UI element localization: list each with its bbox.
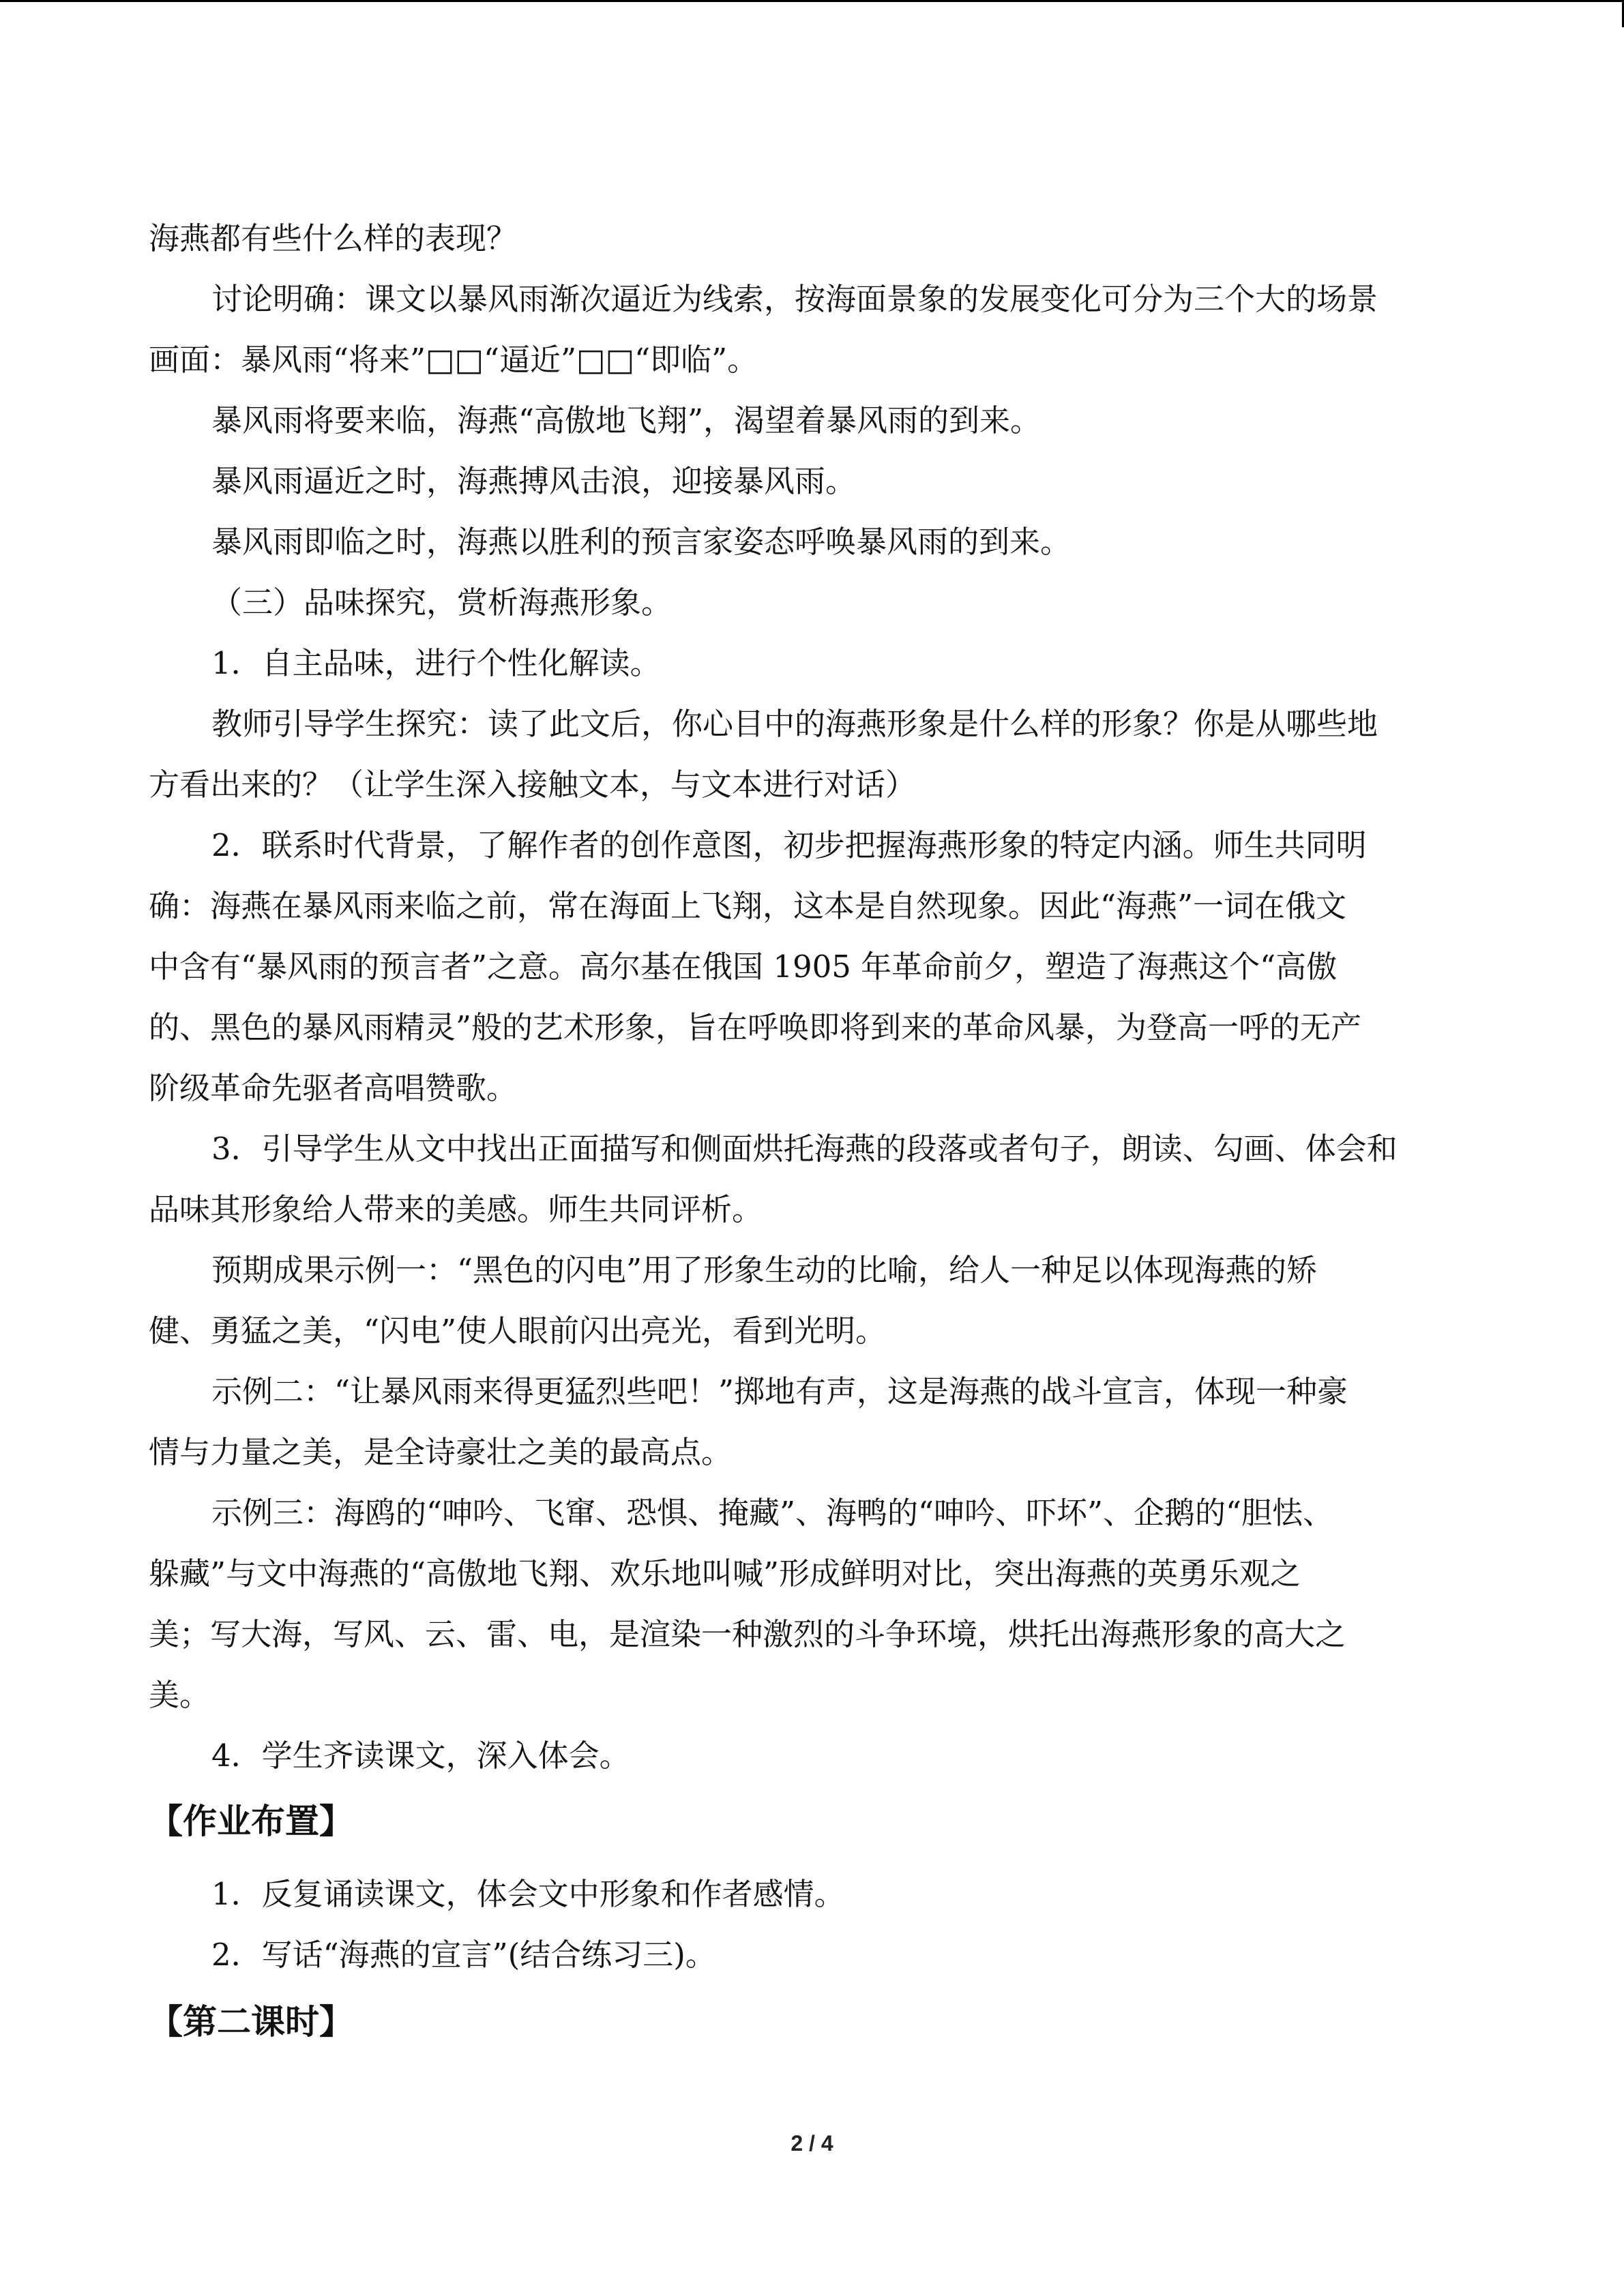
paragraph-line: 美。: [149, 1677, 211, 1713]
page-number: 2 / 4: [791, 2131, 833, 2156]
paragraph-line: 2．联系时代背景，了解作者的创作意图，初步把握海燕形象的特定内涵。师生共同明: [211, 827, 1367, 863]
homework-item: 1．反复诵读课文，体会文中形象和作者感情。: [211, 1876, 845, 1912]
homework-heading: 【作业布置】: [149, 1802, 353, 1841]
paragraph-line: 画面：暴风雨“将来”□□“逼近”□□“即临”。: [149, 342, 758, 378]
paragraph-line: 阶级革命先驱者高唱赞歌。: [149, 1070, 518, 1106]
paragraph-line: 暴风雨逼近之时，海燕搏风击浪，迎接暴风雨。: [211, 463, 857, 499]
paragraph-line: 躲藏”与文中海燕的“高傲地飞翔、欢乐地叫喊”形成鲜明对比，突出海燕的英勇乐观之: [149, 1555, 1301, 1592]
paragraph-line: 4．学生齐读课文，深入体会。: [211, 1738, 630, 1774]
top-border: [0, 0, 1624, 2]
paragraph-line: 健、勇猛之美，“闪电”使人眼前闪出亮光，看到光明。: [149, 1313, 887, 1349]
paragraph-line: 讨论明确：课文以暴风雨渐次逼近为线索，按海面景象的发展变化可分为三个大的场景: [211, 281, 1378, 317]
paragraph-line: 1．自主品味，进行个性化解读。: [211, 645, 661, 681]
section-subheading: （三）品味探究，赏析海燕形象。: [211, 584, 673, 621]
paragraph-line: 美；写大海，写风、云、雷、电，是渲染一种激烈的斗争环境，烘托出海燕形象的高大之: [149, 1616, 1346, 1652]
paragraph-line: 品味其形象给人带来的美感。师生共同评析。: [149, 1191, 763, 1227]
paragraph-line: 情与力量之美，是全诗豪壮之美的最高点。: [149, 1434, 733, 1470]
second-lesson-heading: 【第二课时】: [149, 2002, 353, 2042]
homework-item: 2．写话“海燕的宣言”(结合练习三)。: [211, 1937, 716, 1973]
paragraph-line: 教师引导学生探究：读了此文后，你心目中的海燕形象是什么样的形象？你是从哪些地: [211, 706, 1378, 742]
paragraph-line: 示例二：“让暴风雨来得更猛烈些吧！”掷地有声，这是海燕的战斗宣言，体现一种豪: [211, 1373, 1348, 1410]
paragraph-line: 3．引导学生从文中找出正面描写和侧面烘托海燕的段落或者句子，朗读、勾画、体会和: [211, 1131, 1398, 1167]
paragraph-line: 暴风雨即临之时，海燕以胜利的预言家姿态呼唤暴风雨的到来。: [211, 524, 1072, 560]
paragraph-line: 的、黑色的暴风雨精灵”般的艺术形象，旨在呼唤即将到来的革命风暴，为登高一呼的无产: [149, 1009, 1362, 1045]
paragraph-line: 确：海燕在暴风雨来临之前，常在海面上飞翔，这本是自然现象。因此“海燕”一词在俄文: [149, 888, 1347, 924]
paragraph-line: 海燕都有些什么样的表现？: [149, 220, 518, 256]
paragraph-line: 暴风雨将要来临，海燕“高傲地飞翔”，渴望着暴风雨的到来。: [211, 402, 1042, 438]
paragraph-line: 中含有“暴风雨的预言者”之意。高尔基在俄国 1905 年革命前夕，塑造了海燕这个“高傲: [149, 949, 1338, 985]
paragraph-line: 方看出来的？（让学生深入接触文本，与文本进行对话）: [149, 766, 917, 803]
document-body: [149, 208, 1479, 2056]
paragraph-line: 示例三：海鸥的“呻吟、飞窜、恐惧、掩藏”、海鸭的“呻吟、吓坏”、企鹅的“胆怯、: [211, 1495, 1334, 1531]
paragraph-line: 预期成果示例一：“黑色的闪电”用了形象生动的比喻，给人一种足以体现海燕的矫: [211, 1252, 1318, 1288]
